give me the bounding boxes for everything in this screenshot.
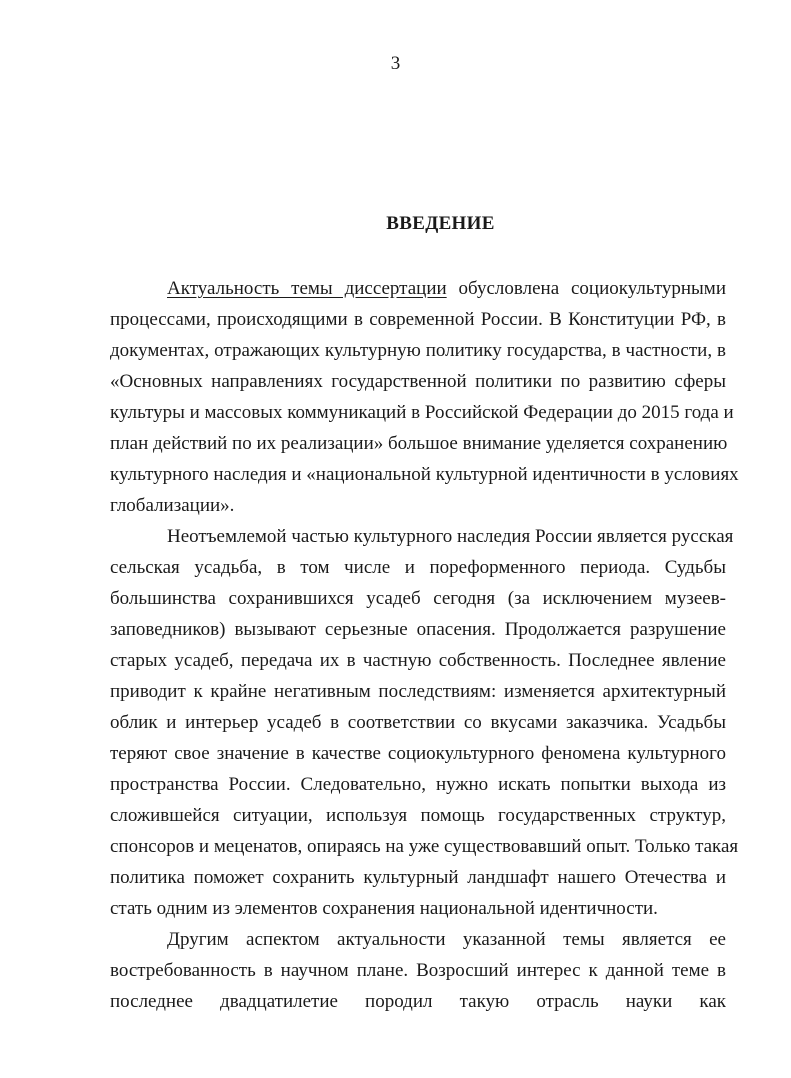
text-line: востребованность в научном плане. Возросший интерес к данной теме в bbox=[110, 960, 726, 981]
text-line: большинства сохранившихся усадеб сегодня (за исключением музеев- bbox=[110, 588, 726, 609]
text-line: сельская усадьба, в том числе и пореформенного периода. Судьбы bbox=[110, 557, 726, 578]
text-line: Неотъемлемой частью культурного наследия России является русская bbox=[167, 526, 734, 547]
text-line: глобализации». bbox=[110, 495, 235, 516]
underlined-phrase: Актуальность темы диссертации bbox=[167, 278, 447, 299]
text-line: спонсоров и меценатов, опираясь на уже существовавший опыт. Только такая bbox=[110, 836, 739, 857]
text-line: облик и интерьер усадеб в соответствии со вкусами заказчика. Усадьбы bbox=[110, 712, 726, 733]
text-line: политика поможет сохранить культурный ландшафт нашего Отечества и bbox=[110, 867, 726, 888]
text-line: старых усадеб, передача их в частную собственность. Последнее явление bbox=[110, 650, 726, 671]
text-line: пространства России. Следовательно, нужно искать попытки выхода из bbox=[110, 774, 726, 795]
text-line: заповедников) вызывают серьезные опасения. Продолжается разрушение bbox=[110, 619, 726, 640]
text-line: Актуальность темы диссертации обусловлена социокультурными bbox=[167, 278, 726, 299]
text-line: культуры и массовых коммуникаций в Российской Федерации до 2015 года и bbox=[110, 402, 734, 423]
text-line: теряют свое значение в качестве социокультурного феномена культурного bbox=[110, 743, 726, 764]
text-line: последнее двадцатилетие породил такую отрасль науки как bbox=[110, 991, 726, 1012]
text-line: стать одним из элементов сохранения национальной идентичности. bbox=[110, 898, 658, 919]
text-line: культурного наследия и «национальной культурной идентичности в условиях bbox=[110, 464, 739, 485]
page-title: ВВЕДЕНИЕ bbox=[386, 213, 495, 234]
text-line: сложившейся ситуации, используя помощь государственных структур, bbox=[110, 805, 726, 826]
text-line: приводит к крайне негативным последствиям: изменяется архитектурный bbox=[110, 681, 726, 702]
text-line: процессами, происходящими в современной России. В Конституции РФ, в bbox=[110, 309, 726, 330]
page-number: 3 bbox=[390, 53, 401, 74]
text-line: документах, отражающих культурную политику государства, в частности, в bbox=[110, 340, 726, 361]
text-line: Другим аспектом актуальности указанной темы является ее bbox=[167, 929, 726, 950]
text-line: «Основных направлениях государственной политики по развитию сферы bbox=[110, 371, 726, 392]
text-line: план действий по их реализации» большое внимание уделяется сохранению bbox=[110, 433, 728, 454]
